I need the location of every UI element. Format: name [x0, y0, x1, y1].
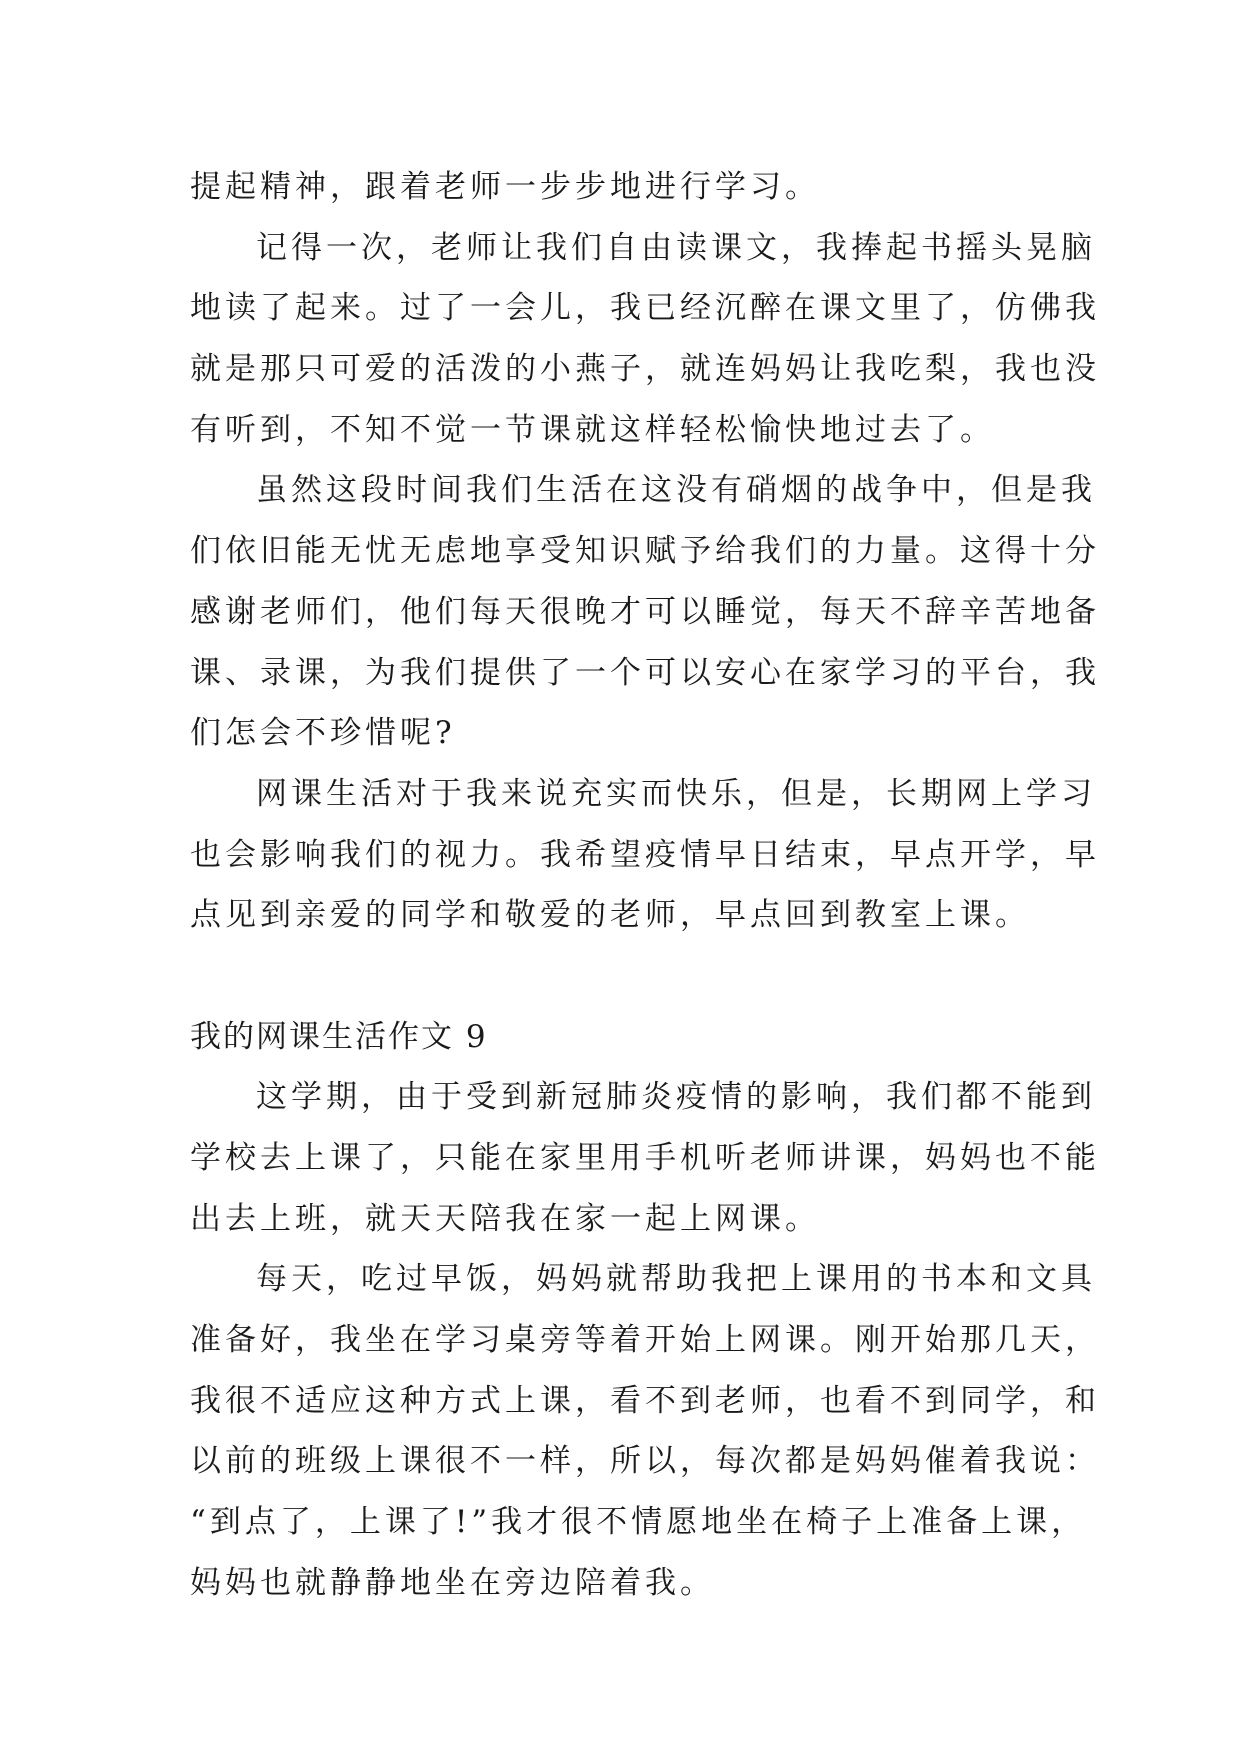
text-line: 点见到亲爱的同学和敬爱的老师，早点回到教室上课。: [190, 897, 1030, 934]
text-line: 出去上班，就天天陪我在家一起上网课。: [190, 1200, 820, 1237]
text-line: 准备好，我坐在学习桌旁等着开始上网课。刚开始那几天，: [190, 1322, 1100, 1359]
text-line: “到点了，上课了!”我才很不情愿地坐在椅子上准备上课，: [190, 1504, 1087, 1541]
paragraph-start-line: 网课生活对于我来说充实而快乐，但是，长期网上学习: [256, 775, 1096, 812]
section-spacer: [190, 946, 1050, 1007]
text-line: 也会影响我们的视力。我希望疫情早日结束，早点开学，早: [190, 836, 1100, 873]
text-line: 们依旧能无忧无虑地享受知识赋予给我们的力量。这得十分: [190, 533, 1100, 570]
paragraph-start-line: 虽然这段时间我们生活在这没有硝烟的战争中，但是我: [256, 472, 1096, 509]
text-line: 学校去上课了，只能在家里用手机听老师讲课，妈妈也不能: [190, 1140, 1100, 1176]
text-line: 就是那只可爱的活泼的小燕子，就连妈妈让我吃梨，我也没: [190, 351, 1100, 388]
text-line: 提起精神，跟着老师一步步地进行学习。: [190, 169, 820, 205]
document-body: [190, 157, 1100, 1614]
paragraph-start-line: 这学期，由于受到新冠肺炎疫情的影响，我们都不能到: [256, 1079, 1096, 1116]
text-line: 有听到，不知不觉一节课就这样轻松愉快地过去了。: [190, 411, 995, 448]
text-line: 课、录课，为我们提供了一个可以安心在家学习的平台，我: [190, 654, 1100, 691]
text-line: 我很不适应这种方式上课，看不到老师，也看不到同学，和: [190, 1382, 1100, 1419]
text-line: 以前的班级上课很不一样，所以，每次都是妈妈催着我说：: [190, 1443, 1100, 1480]
paragraph-start-line: 记得一次，老师让我们自由读课文，我捧起书摇头晃脑: [256, 229, 1096, 266]
text-line: 地读了起来。过了一会儿，我已经沉醉在课文里了，仿佛我: [190, 290, 1100, 327]
text-line: 妈妈也就静静地坐在旁边陪着我。: [190, 1564, 715, 1601]
text-line: 感谢老师们，他们每天很晚才可以睡觉，每天不辞辛苦地备: [190, 593, 1100, 630]
section-heading: 我的网课生活作文 9: [190, 1018, 488, 1055]
text-line: 们怎会不珍惜呢?: [190, 715, 456, 752]
paragraph-start-line: 每天，吃过早饭，妈妈就帮助我把上课用的书本和文具: [256, 1261, 1096, 1298]
